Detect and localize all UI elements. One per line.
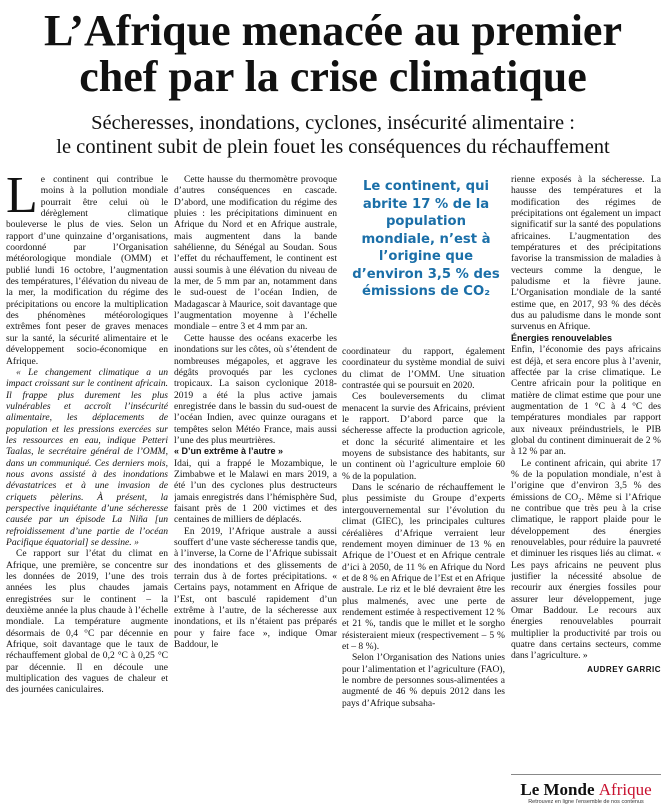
le-monde-afrique-logo	[511, 781, 661, 806]
quote-paragraph	[6, 367, 168, 549]
quote-text: « Le changement climatique a un impact croissant sur le continent africain. Il frappe plus durement les plus vulnérables et accroît l’insécurité alimentaire, les déplacements de population et les pressions exercées sur les ressources en eau, indique Petteri Taalas, le secrétaire général de l’OMM, dans un communiqué. Ces derniers mois, nous avons assisté à des inondations dévastatrices et à une invasion de criquets pèlerins. À présent, la perspective inquiétante d’une sécheresse causée par un épisode La Niña [un refroidissement d’une partie de l’océan Pacifique équatorial] se dessine. »	[6, 366, 168, 548]
paragraph: rienne exposés à la sécheresse. La hausse des températures et la modification des régimes de précipitations ont également un impact significatif sur la santé des populations africaines. L’augmentation des températures et des précipitations favorise la transmission de maladies à vecteurs comme la dengue, le paludisme et la fièvre jaune. L’Organisation mondiale de la santé estime que, en 2017, 93 % des décès dus au paludisme dans le monde sont survenus en Afrique.	[511, 174, 661, 333]
dropcap: L	[6, 174, 38, 224]
logo-wordmark	[511, 781, 661, 798]
paragraph: Cette hausse des océans exacerbe les inondations sur les côtes, où s’étendent de nombreuses mégapoles, et aggrave les dégâts provoqués par les cyclones tropicaux. La saison cyclonique 2018-2019 a été la plus active jamais enregistrée dans le bassin du sud-ouest de l’océan Indien, avec quinze ouragans et tempêtes selon Météo France, mais aussi l’une des plus meurtrières.	[174, 332, 337, 446]
logo-afrique: Afrique	[598, 780, 652, 799]
paragraph-intro	[6, 174, 168, 367]
paragraph: Cette hausse du thermomètre provoque d’autres conséquences en cascade. D’abord, une modification du régime des pluies : les précipitations diminuent en Afrique du Nord et en Afrique australe, mais augmentent dans la bande sahélienne, du Sénégal au Soudan. Sous l’effet du réchauffement, le continent est aussi soumis à une élévation du niveau de la mer, de 5 mm par an, notamment dans le sud-ouest de l’océan Indien, de Madagascar à Maurice, soit davantage que l’augmentation moyenne à l’échelle mondiale – entre 3 et 4 mm par an.	[174, 174, 337, 333]
paragraph: Dans le scénario de réchauffement le plus pessimiste du Groupe d’experts intergouvernemental sur l’évolution du climat (GIEC), les principales cultures céréalières d’Afrique verraient leur rendement moyen diminuer de 13 % en Afrique de l’Ouest et en Afrique centrale d’ici à 2050, de 11 % en Afrique du Nord et de 8 % en Afrique de l’Est et en Afrique australe. Le riz et le blé devraient être les plus malmenés, avec une perte de rendement estimée à respectivement 12 % et 21 %, tandis que le millet et le sorgho résisteraient mieux (respectivement – 5 % et – 8 %).	[342, 482, 505, 652]
paragraph: Le continent africain, qui abrite 17 % de la population mondiale, n’est à l’origine que d’environ 3,5 % des émissions de CO₂. Même si l’Afrique ne contribue que très peu à la crise climatique, le rapport plaide pour le développement des énergies renouvelables, pour réduire la pauvreté et diminuer les risques liés au climat. « Les pays africains ne peuvent plus justifier la nécessité absolue de recourir aux énergies fossiles pour assurer leur développement, juge Omar Baddour. Le recours aux énergies renouvelables pourrait multiplier la productivité par trois ou quatre dans certains secteurs, comme dans l’agriculture. »	[511, 457, 661, 662]
subheading-extreme: « D’un extrême à l’autre »	[174, 446, 284, 457]
article-column-3	[342, 174, 505, 810]
deck-line-1: Sécheresses, inondations, cyclones, insécurité alimentaire :	[91, 112, 575, 134]
author-signature: AUDREY GARRIC	[587, 664, 661, 674]
logo-divider	[511, 774, 661, 775]
pull-quote: Le continent, qui abrite 17 % de la population mondiale, n’est à l’origine que d’environ 3,5 % des émissions de CO₂	[352, 179, 500, 299]
deck-line-2: le continent subit de plein fouet les conséquences du réchauffement	[56, 136, 610, 158]
paragraph: Idai, qui a frappé le Mozambique, le Zimbabwe et le Malawi en mars 2019, a été l’un des cyclones plus destructeurs jamais enregistrés dans l’hémisphère Sud, faisant près de 1 200 victimes et des centaines de milliers de déplacés.	[174, 457, 337, 526]
article-column-1	[6, 174, 168, 810]
headline-line-2: chef par la crise climatique	[79, 52, 587, 101]
pull-quote-spacer	[342, 174, 505, 346]
paragraph: coordinateur du rapport, également coordinateur du système mondial de suivi du climat de l’OMM. Une situation contrastée qui se poursuit en 2020.	[342, 346, 505, 392]
article-column-4	[511, 174, 661, 772]
subheading-energies: Énergies renouvelables	[511, 332, 613, 343]
paragraph: Enfin, l’économie des pays africains est déjà, et sera encore plus à l’avenir, affectée par la crise climatique. Le Centre africain pour la politique en matière de climat estime que pour une augmentation de 1 °C à 4 °C des températures mondiales par rapport aux niveaux préindustriels, le PIB global du continent diminuerait de 2 % à 12 % par an.	[511, 344, 661, 458]
paragraph-intro-text: e continent qui contribue le moins à la pollution mondiale pourrait être celui où le dérèglement climatique bouleverse le plus de vies. Selon un rapport d’une quinzaine d’organisations, coordonné par l’Organisation météorologique mondiale (OMM) et publié lundi 16 octobre, l’augmentation des températures, l’élévation du niveau de la mer, la modification du régime des précipitations ou encore la multiplication des phénomènes météorologiques extrêmes font peser de graves menaces sur la santé, la sécurité alimentaire et le développement socio-économique en Afrique.	[6, 174, 168, 367]
paragraph: Ce rapport sur l’état du climat en Afrique, une première, se concentre sur les données de 2019, l’une des trois années les plus chaudes jamais enregistrées sur le continent – la deuxième année la plus chaude à l’échelle mondiale. La température augmente désormais de 0,4 °C par décennie en Afrique, soit davantage que le taux de réchauffement global de 0,2 °C à 0,25 °C par décennie. Il en découle une multiplication des vagues de chaleur et des journées caniculaires.	[6, 548, 168, 696]
paragraph: Selon l’Organisation des Nations unies pour l’alimentation et l’agriculture (FAO), le nombre de personnes sous-alimentées a augmenté de 46 % depuis 2012 dans les pays d’Afrique subsaha-	[342, 652, 505, 709]
article-column-2	[174, 174, 337, 810]
headline-line-1: L’Afrique menacée au premier	[44, 6, 622, 55]
logo-le-monde: Le Monde	[520, 780, 595, 799]
paragraph: Ces bouleversements du climat menacent la survie des Africains, prévient le rapport. D’abord parce que la sécheresse affecte la production agricole, et donc la sécurité alimentaire et les moyens de subsistance des habitants, sur un continent où l’agriculture emploie 60 % de la population.	[342, 391, 505, 482]
logo-tagline: Retrouvez en ligne l’ensemble de nos contenus	[528, 799, 644, 805]
paragraph: En 2019, l’Afrique australe a aussi souffert d’une vaste sécheresse tandis que, à l’inverse, la Corne de l’Afrique subissait des inondations et des glissements de terrain dus à de fortes précipitations. « Certains pays, notamment en Afrique de l’Est, ont basculé rapidement d’un extrême à l’autre, de la sécheresse aux inondations, et ils n’étaient pas préparés pour y faire face », indique Omar Baddour, le	[174, 525, 337, 651]
